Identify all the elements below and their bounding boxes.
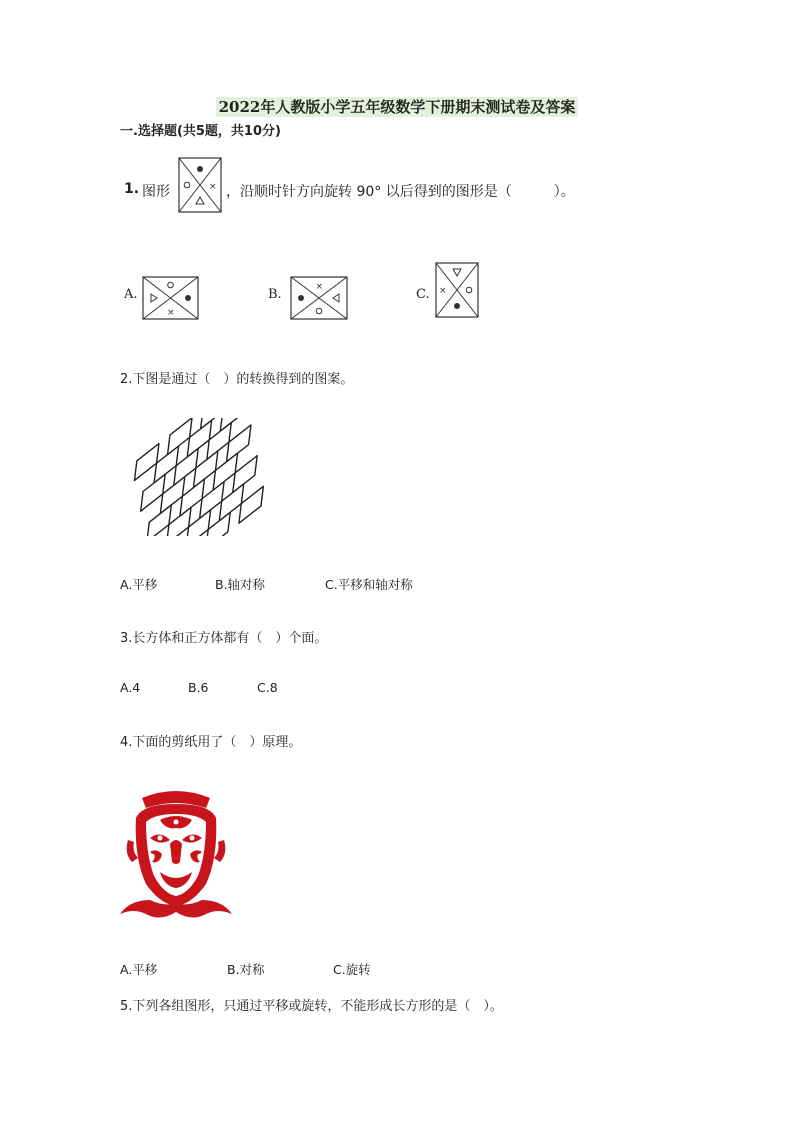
svg-text:×: × [209,182,217,192]
q2-option-c[interactable]: C.平移和轴对称 [325,577,413,592]
q3-option-a[interactable]: A.4 [120,680,141,695]
page-title: 2022年人教版小学五年级数学下册期末测试卷及答案 [0,96,794,117]
svg-text:×: × [439,286,447,296]
q5-question-text: 5.下列各组图形，只通过平移或旋转，不能形成长方形的是（ ）。 [120,999,503,1014]
q4-option-a[interactable]: A.平移 [120,962,158,977]
q3-question-text: 3.长方体和正方体都有（ ）个面。 [120,631,328,646]
q1-option-b-label[interactable]: B. [268,287,282,302]
q2-pattern-figure [128,418,270,536]
q2-option-a[interactable]: A.平移 [120,577,158,592]
q1-figure [178,157,222,213]
q1-option-c-label[interactable]: C. [416,287,430,302]
q4-option-b[interactable]: B.对称 [227,962,265,977]
q1-question-text: ，沿顺时针方向旋转 90° 以后得到的图形是（ ）。 [226,184,575,200]
svg-text:×: × [315,282,324,292]
q4-option-c[interactable]: C.旋转 [333,962,371,977]
q4-question-text: 4.下面的剪纸用了（ ）原理。 [120,735,302,750]
q2-question-text: 2.下图是通过（ ）的转换得到的图案。 [120,372,354,387]
q1-option-b-figure[interactable] [290,276,348,320]
q4-papercut-face-image [120,788,232,924]
section-heading: 一.选择题(共5题，共10分) [120,124,281,139]
q3-option-c[interactable]: C.8 [257,680,278,695]
q1-option-c-figure[interactable] [435,262,479,318]
q1-lead: 图形 [142,184,170,200]
q1-option-a-label[interactable]: A. [124,287,138,302]
q1-option-a-figure[interactable] [142,276,199,320]
svg-text:×: × [167,308,175,318]
q1-number: 1. [124,181,140,197]
q3-option-b[interactable]: B.6 [188,680,209,695]
q2-option-b[interactable]: B.轴对称 [215,577,266,592]
